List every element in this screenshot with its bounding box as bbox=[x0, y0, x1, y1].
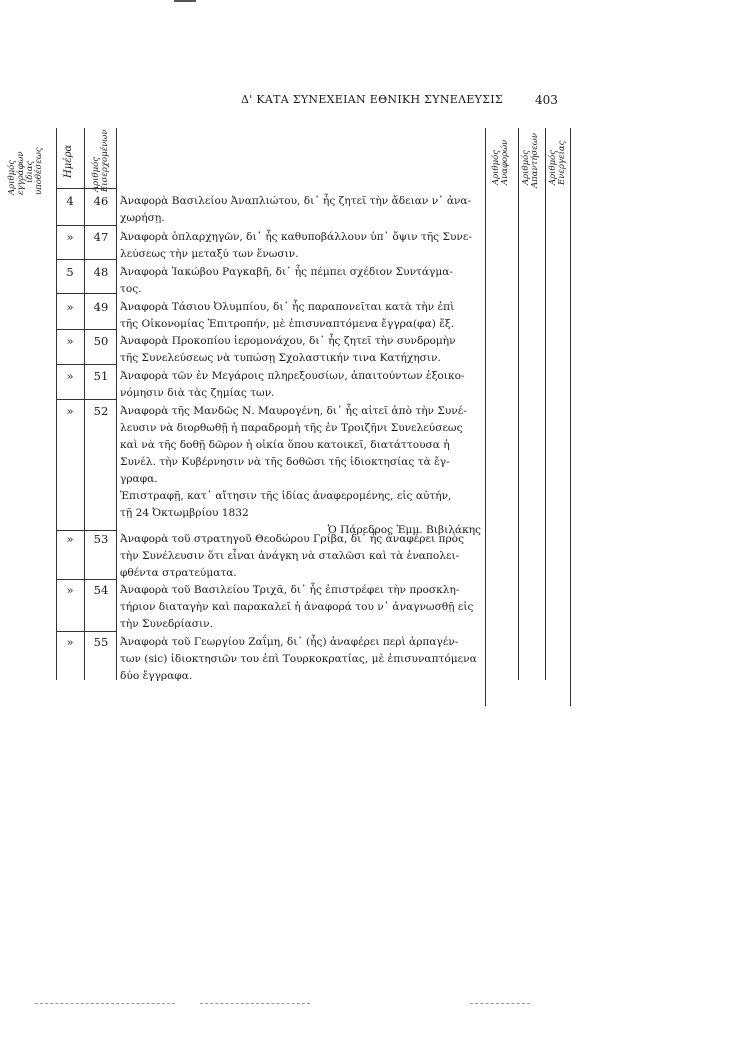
text-line: Ἀναφορὰ Προκοπίου ἱερομονάχου, δι᾽ ἧς ζητεῖ τὴν συνδρομὴν bbox=[120, 335, 456, 347]
column-header-left-3: ίδιας bbox=[25, 160, 35, 183]
text-line: τὴν Συνέλευσιν ὅτι εἶναι ἀνάγκη νὰ σταλῶσι καὶ τὰ ἐναπολει- bbox=[120, 550, 460, 562]
day-cell: » bbox=[66, 583, 74, 597]
entry-text bbox=[120, 403, 481, 539]
column-rule bbox=[116, 128, 117, 680]
column-header-right1-2: Αναφορών bbox=[500, 139, 510, 185]
entry-text bbox=[120, 634, 481, 685]
entry-text bbox=[120, 333, 481, 367]
column-header-left-2: εγγράφων bbox=[16, 151, 26, 195]
page-number: 403 bbox=[535, 93, 558, 107]
top-edge-mark bbox=[174, 0, 196, 2]
column-header-right3-2: Ενεργείας bbox=[557, 140, 567, 185]
column-header-right2-1: Αριθμός bbox=[521, 150, 531, 185]
column-rule bbox=[545, 128, 546, 680]
text-line: Ἐπιστραφῇ, κατ᾽ αἴτησιν τῆς ἰδίας ἀναφερομένης, εἰς αὐτήν, bbox=[120, 490, 452, 502]
text-line: τῆς Οἰκονομίας Ἐπιτροπήν, μὲ ἐπισυναπτόμενα ἔγγρα(φα) ἕξ. bbox=[120, 318, 455, 330]
row-rule bbox=[56, 225, 116, 226]
text-line: λευσιν νὰ διορθωθῇ ἡ παραδρομὴ τῆς ἐν Τροιζῆνι Συνελεύσεως bbox=[120, 422, 463, 434]
number-cell: 48 bbox=[93, 265, 109, 279]
entry-text bbox=[120, 368, 481, 402]
text-line: Ἀναφορὰ τοῦ Γεωργίου Ζαΐμη, δι᾽ (ἧς) ἀναφέρει περὶ ἁρπαγέν- bbox=[120, 636, 459, 648]
column-rule bbox=[518, 128, 519, 680]
row-rule bbox=[56, 579, 116, 580]
day-cell: » bbox=[66, 532, 74, 546]
entry-text bbox=[120, 299, 481, 333]
column-header-right1-1: Αριθμός bbox=[491, 150, 501, 185]
text-line: Συνέλ. τὴν Κυβέρνησιν νὰ τῆς δοθῶσι τῆς ἰδιοκτησίας τὰ ἔγ- bbox=[120, 456, 450, 468]
text-line: χωρήσῃ. bbox=[120, 212, 165, 224]
day-cell: 5 bbox=[66, 265, 74, 279]
number-cell: 49 bbox=[93, 300, 109, 314]
row-rule bbox=[56, 293, 116, 294]
entry-text bbox=[120, 229, 481, 263]
number-cell: 50 bbox=[93, 334, 109, 348]
number-cell: 52 bbox=[93, 404, 109, 418]
number-cell: 46 bbox=[93, 194, 109, 208]
text-line: δύο ἔγγραφα. bbox=[120, 670, 193, 682]
text-line: των (sic) ἰδιοκτησιῶν του ἐπὶ Τουρκοκρατίας, μὲ ἐπισυναπτόμενα bbox=[120, 653, 477, 665]
day-cell: » bbox=[66, 404, 74, 418]
column-header-number-1: Αριθμός bbox=[91, 157, 101, 192]
text-line: νόμησιν διὰ τὰς ζημίας των. bbox=[120, 387, 275, 399]
row-rule bbox=[56, 631, 116, 632]
column-header-day: Ημέρα bbox=[63, 144, 74, 178]
text-line: τῆς Συνελεύσεως νὰ τυπώσῃ Σχολαστικήν τινα Κατήχησιν. bbox=[120, 352, 441, 364]
number-cell: 53 bbox=[93, 532, 109, 546]
day-cell: » bbox=[66, 369, 74, 383]
text-line: Ἀναφορὰ Ἰακώβου Ραγκαβῆ, δι᾽ ἧς πέμπει σχέδιον Συντάγμα- bbox=[120, 266, 453, 278]
entry-text bbox=[120, 193, 481, 227]
text-line: Ἀναφορὰ Βασιλείου Ἀναπλιώτου, δι᾽ ἧς ζητεῖ τὴν ἄδειαν ν᾽ ἀνα- bbox=[120, 195, 472, 207]
text-line: καὶ νὰ τῆς δοθῇ δῶρον ἡ οἰκία ὅπου κατοικεῖ, διατάττουσα ἡ bbox=[120, 439, 450, 451]
number-cell: 51 bbox=[93, 369, 109, 383]
day-cell: 4 bbox=[66, 194, 74, 208]
text-line: Ἀναφορὰ ὁπλαρχηγῶν, δι᾽ ἧς καθυποβάλλουν ὑπ᾽ ὄψιν τῆς Συνε- bbox=[120, 231, 472, 243]
text-line: Ἀναφορὰ τοῦ Βασιλείου Τριχᾶ, δι᾽ ἧς ἐπιστρέφει τὴν προσκλη- bbox=[120, 584, 460, 596]
scan-artifact-line bbox=[470, 1003, 530, 1004]
text-line: φθέντα στρατεύματα. bbox=[120, 567, 237, 579]
scan-artifact-line bbox=[200, 1003, 310, 1004]
row-rule bbox=[56, 399, 116, 400]
text-line: τῇ 24 Ὀκτωμβρίου 1832 bbox=[120, 507, 249, 519]
text-line: Ἀναφορὰ Τάσιου Ὀλυμπίου, δι᾽ ἧς παραπονεῖται κατὰ τὴν ἐπὶ bbox=[120, 301, 455, 313]
day-cell: » bbox=[66, 300, 74, 314]
text-line: γραφα. bbox=[120, 473, 158, 485]
number-cell: 55 bbox=[93, 635, 109, 649]
row-rule bbox=[56, 364, 116, 365]
column-header-right2-2: Απαντήσεων bbox=[530, 133, 540, 188]
text-line: λεύσεως τὴν μεταξύ των ἕνωσιν. bbox=[120, 248, 299, 260]
text-line: Ἀναφορὰ τῆς Μανδῶς Ν. Μαυρογένη, δι᾽ ἧς αἰτεῖ ἀπὸ τὴν Συνέ- bbox=[120, 405, 467, 417]
entry-text bbox=[120, 531, 481, 582]
row-rule bbox=[56, 329, 116, 330]
entry-text bbox=[120, 582, 481, 633]
row-rule bbox=[56, 259, 116, 260]
column-header-right3-1: Αριθμός bbox=[548, 150, 558, 185]
signature-line: Ὁ Πάρεδρος Ἐμμ. Βιβιλάκης bbox=[327, 524, 481, 536]
running-header-title: Δ' ΚΑΤΑ ΣΥΝΕΧΕΙΑΝ ΕΘΝΙΚΗ ΣΥΝΕΛΕΥΣΙΣ bbox=[240, 93, 504, 106]
day-cell: » bbox=[66, 635, 74, 649]
scan-artifact-line bbox=[35, 1003, 175, 1004]
day-cell: » bbox=[66, 230, 74, 244]
column-header-left-4: υποθέσεως bbox=[34, 147, 44, 195]
header-rule bbox=[56, 188, 116, 189]
text-line: τήριον διαταγὴν καὶ παρακαλεῖ ἡ ἀναφορά του ν᾽ ἀναγνωσθῇ εἰς bbox=[120, 601, 474, 613]
text-line: τος. bbox=[120, 283, 142, 295]
text-line: Ἀναφορὰ τοῦ στρατηγοῦ Θεοδώρου Γρίβα, δι᾽ ἧς ἀναφέρει πρὸς bbox=[120, 533, 464, 545]
text-line: τὴν Συνεδρίασιν. bbox=[120, 618, 213, 630]
column-rule bbox=[84, 128, 85, 680]
column-rule bbox=[570, 128, 571, 706]
entry-text bbox=[120, 264, 481, 298]
column-header-number-2: Εισερχομένων bbox=[100, 129, 110, 192]
number-cell: 54 bbox=[93, 583, 109, 597]
number-cell: 47 bbox=[93, 230, 109, 244]
text-line: Ἀναφορὰ τῶν ἐν Μεγάροις πληρεξουσίων, ἀπαιτούντων ἐξοικο- bbox=[120, 370, 465, 382]
day-cell: » bbox=[66, 334, 74, 348]
column-header-left-1: Αριθμός bbox=[7, 160, 17, 195]
column-rule bbox=[485, 128, 486, 706]
